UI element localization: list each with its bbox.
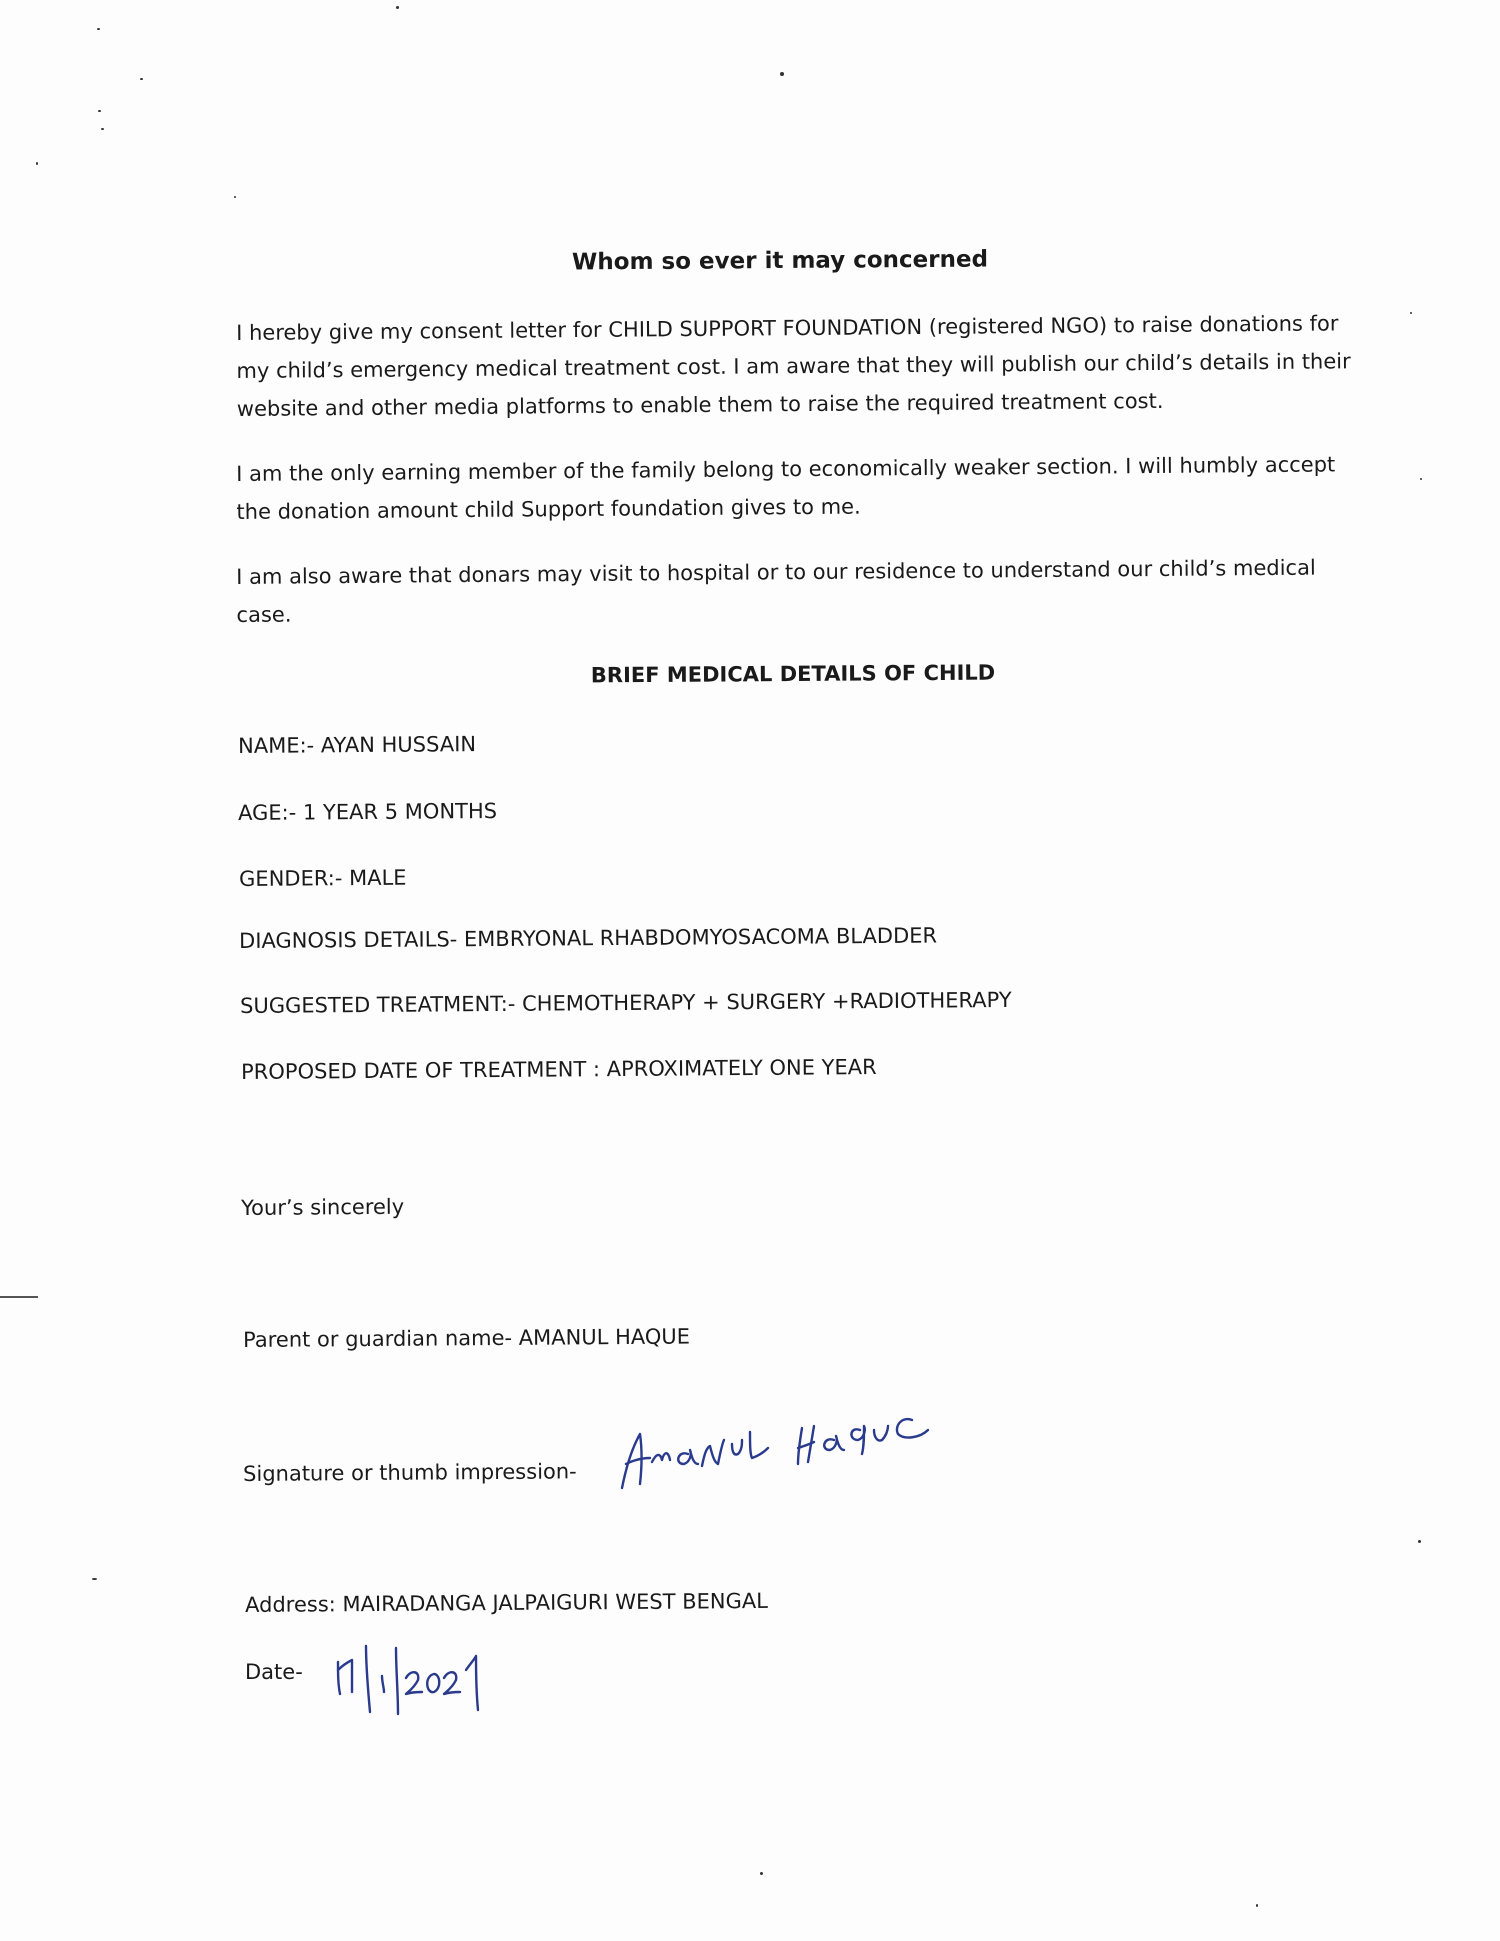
scan-speck bbox=[36, 162, 38, 165]
scan-speck bbox=[140, 78, 143, 80]
scan-speck bbox=[234, 196, 236, 198]
scan-speck bbox=[97, 28, 100, 30]
economic-status-paragraph: I am the only earning member of the family belong to economically weaker section. I will humbly accept the donation amount child Support foundation gives to me. bbox=[236, 452, 1336, 524]
scan-speck bbox=[760, 1872, 763, 1875]
child-gender-field: GENDER:- MALE bbox=[239, 865, 407, 891]
scan-speck bbox=[1418, 1540, 1421, 1543]
suggested-treatment-field: SUGGESTED TREATMENT:- CHEMOTHERAPY + SURGERY +RADIOTHERAPY bbox=[240, 987, 1012, 1018]
donor-visit-paragraph: I am also aware that donars may visit to hospital or to our residence to understand our child’s medical case. bbox=[236, 555, 1316, 627]
scan-speck bbox=[780, 72, 784, 76]
scan-speck bbox=[92, 1578, 97, 1580]
scan-speck bbox=[1256, 1904, 1258, 1907]
date-label: Date- bbox=[245, 1660, 303, 1684]
medical-details-heading: BRIEF MEDICAL DETAILS OF CHILD bbox=[590, 660, 996, 688]
scan-speck bbox=[101, 128, 104, 130]
handwritten-date bbox=[330, 1640, 490, 1720]
proposed-date-field: PROPOSED DATE OF TREATMENT : APROXIMATELY ONE YEAR bbox=[241, 1055, 877, 1084]
guardian-name-field: Parent or guardian name- AMANUL HAQUE bbox=[243, 1324, 691, 1352]
handwritten-signature bbox=[612, 1408, 942, 1500]
child-name-field: NAME:- AYAN HUSSAIN bbox=[238, 732, 477, 758]
scan-edge-mark bbox=[0, 1296, 38, 1298]
diagnosis-field: DIAGNOSIS DETAILS- EMBRYONAL RHABDOMYOSACOMA BLADDER bbox=[239, 923, 938, 953]
signature-label: Signature or thumb impression- bbox=[243, 1459, 577, 1486]
closing-salutation: Your’s sincerely bbox=[241, 1194, 405, 1220]
address-field: Address: MAIRADANGA JALPAIGURI WEST BENGAL bbox=[245, 1588, 769, 1617]
child-age-field: AGE:- 1 YEAR 5 MONTHS bbox=[238, 798, 498, 825]
consent-paragraph: I hereby give my consent letter for CHILD SUPPORT FOUNDATION (registered NGO) to raise donations for my child’s emergency medical treatment cost. I am aware that they will publish our child’s details in their website and other media platforms to enable them to raise the required treatment cost. bbox=[236, 311, 1351, 421]
scan-speck bbox=[1410, 312, 1412, 314]
scan-speck bbox=[396, 6, 399, 9]
letter-title: Whom so ever it may concerned bbox=[571, 246, 989, 276]
scan-speck bbox=[98, 110, 101, 112]
scan-speck bbox=[1420, 478, 1422, 480]
